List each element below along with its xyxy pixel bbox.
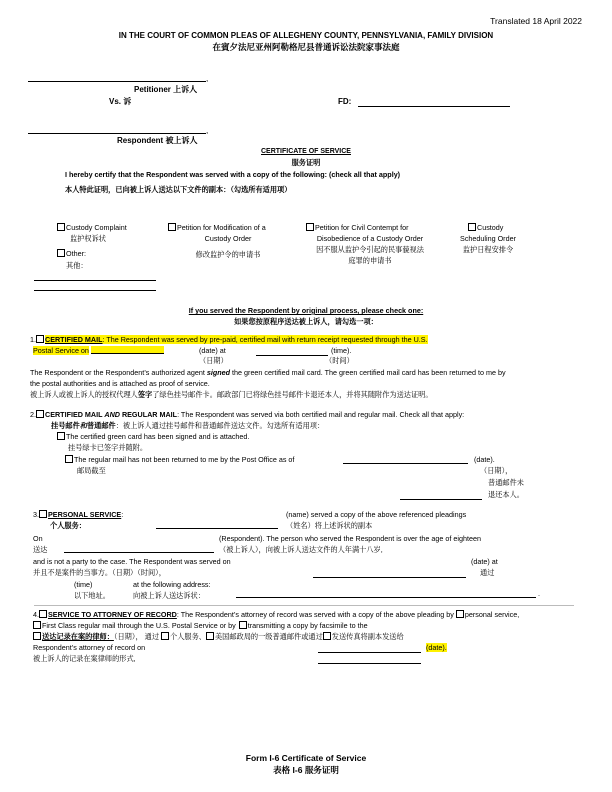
section-1-zh-signed: 签字: [137, 390, 153, 399]
zh-mail-checkbox[interactable]: [206, 632, 214, 640]
attorney-extra-field[interactable]: [318, 663, 421, 664]
section-1-line-zh: [30, 390, 433, 399]
section-1-number: 1.: [30, 335, 36, 344]
section-1-line-2: [33, 346, 164, 355]
section-4-label-zh: 送达记录在案的律师：: [42, 632, 114, 641]
section-2-zh-and: 和: [79, 421, 87, 430]
personal-service-zh: 个人服务：: [50, 521, 86, 530]
modification-option[interactable]: [168, 223, 266, 232]
regular-mail-extra-field[interactable]: [400, 499, 482, 500]
section-2-label-b: REGULAR MAIL: [119, 410, 178, 419]
form-footer-zh: 表格 I-6 服务证明: [273, 765, 339, 775]
contempt-zh-2: 庭罪的申请书: [348, 256, 392, 265]
certify-text-zh: 本人特此证明，已向被上诉人送达以下文件的副本：（勾选所有适用项）: [65, 185, 292, 194]
personal-service-label: PERSONAL SERVICE: [48, 510, 122, 519]
other-zh: 其他：: [66, 261, 88, 270]
section-1-date-zh: （日期）: [199, 356, 228, 365]
other-checkbox[interactable]: [57, 249, 65, 257]
first-class-checkbox[interactable]: [33, 621, 41, 629]
custody-complaint-label: Custody Complaint: [66, 223, 127, 232]
court-title-zh: 在賓夕法尼亚州阿勒格尼县普通诉讼法院家事法庭: [212, 42, 400, 52]
vs-label: Vs. 诉: [109, 97, 132, 106]
original-process-en: If you served the Respondent by original process, please check one:: [188, 306, 424, 315]
section-4-attorney-zh: 被上诉人的记录在案律师的形式,: [33, 654, 136, 663]
fd-label: FD:: [338, 97, 352, 106]
section-3-name-text: (name) served a copy of the above referenced pleadings: [286, 510, 467, 519]
regular-mail-label: The regular mail has not been returned to me by the Post Office as of: [74, 455, 295, 464]
petitioner-label: Petitioner 上诉人: [134, 85, 198, 94]
regular-mail-date-zh: （日期），: [480, 466, 513, 475]
section-4-date: (date).: [426, 643, 447, 652]
section-3-resp-text: (Respondent). The person who served the Respondent is over the age of eighteen: [219, 534, 481, 543]
certificate-title-zh: 服务证明: [291, 158, 321, 167]
section-3-on-zh: 送达: [33, 545, 48, 554]
not-returned-zh-2: 退还本人。: [488, 490, 524, 499]
attorney-date-field[interactable]: [318, 652, 421, 653]
section-4-line-2: [33, 621, 368, 630]
respondent-line[interactable]: [28, 133, 206, 134]
section-4-text-1: : The Respondent’s attorney of record was served with a copy of the above pleading by: [176, 610, 454, 619]
contempt-option[interactable]: [306, 223, 408, 232]
scheduling-zh: 监护日程安排令: [462, 245, 514, 254]
translated-date: Translated 18 April 2022: [490, 16, 582, 26]
section-3-time: (time): [74, 580, 93, 589]
other-field-1[interactable]: [34, 280, 156, 281]
section-3-via-zh: 通过: [480, 568, 495, 577]
contempt-label-2: Disobedience of a Custody Order: [316, 234, 424, 243]
section-1-line-3: [30, 368, 506, 377]
regular-mail-date-field[interactable]: [343, 463, 468, 464]
certificate-title-en: CERTIFICATE OF SERVICE: [261, 148, 351, 155]
section-3-party-zh: 并且不是案件的当事方。（日期）（时间），: [33, 568, 166, 577]
personal-service-method-checkbox[interactable]: [456, 610, 464, 618]
section-1-time: (time).: [331, 346, 352, 355]
regular-mail-date: (date).: [474, 455, 495, 464]
section-2-zh-text: ：被上诉人通过挂号邮件和普通邮件送达文件。勾选所有适用项：: [115, 421, 325, 430]
section-2-number: 2.: [30, 410, 36, 419]
section-1-time-zh: （时间）: [325, 356, 354, 365]
attorney-service-label: SERVICE TO ATTORNEY OF RECORD: [48, 610, 177, 619]
not-returned-zh-1: 普通邮件未: [488, 478, 524, 487]
section-1-text-1: : The Respondent was served by pre-paid, certified mail with return receipt requested through the U.S.: [102, 335, 428, 344]
section-4-zh-mail: 美国邮政局的一级普通邮件或通过: [214, 632, 323, 641]
personal-service-colon: :: [121, 510, 124, 519]
scheduling-label-2: Scheduling Order: [460, 234, 516, 243]
section-3-date-at: (date) at: [471, 557, 498, 566]
certified-mail-checkbox[interactable]: [36, 335, 44, 343]
custody-complaint-zh: 监护权诉状: [70, 234, 106, 243]
section-3-party-en: and is not a party to the case. The Respondent was served on: [33, 557, 231, 566]
section-1-signed: signed: [206, 368, 231, 377]
contempt-label-1: Petition for Civil Contempt for: [315, 223, 409, 232]
attorney-service-zh-checkbox[interactable]: [33, 632, 41, 640]
section-1-line-1: [30, 335, 428, 344]
contempt-zh-1: 因不服从监护令引起的民事藐视法: [316, 245, 424, 254]
section-3-line-1: [33, 510, 123, 519]
section-4-personal: personal service,: [464, 610, 520, 619]
section-2-text: : The Respondent was served via both certified mail and regular mail. Check all that apply:: [177, 410, 465, 419]
other-label: Other:: [66, 249, 86, 258]
section-3-number: 3.: [33, 510, 39, 519]
form-footer-en: Form I-6 Certificate of Service: [245, 753, 367, 763]
section-3-time-zh: 以下地址。: [74, 591, 110, 600]
regular-mail-checkbox[interactable]: [65, 455, 73, 463]
modification-zh: 修改监护令的申请书: [195, 250, 261, 259]
green-card-label: The certified green card has been signed and is attached.: [66, 432, 250, 441]
custody-complaint-checkbox[interactable]: [57, 223, 65, 231]
section-1-line-4: the postal authorities and is attached as proof of service.: [30, 379, 210, 388]
section-3-resp-zh: （被上诉人），向被上诉人送达文件的人年满十八岁,: [219, 545, 383, 554]
green-card-zh: 挂号绿卡已签字并随附。: [68, 443, 148, 452]
section-2-zh-label-b: 普通邮件: [86, 421, 116, 430]
attorney-service-checkbox[interactable]: [39, 610, 47, 618]
petitioner-line[interactable]: [28, 81, 206, 82]
section-4-line-1: [33, 610, 519, 619]
zh-fax-checkbox[interactable]: [323, 632, 331, 640]
section-3-period: .: [538, 589, 540, 598]
green-card-option[interactable]: [57, 432, 249, 441]
section-4-facsimile: transmitting a copy by facsimile to the: [247, 621, 368, 630]
section-4-attorney-en: Respondent’s attorney of record on: [33, 643, 146, 652]
section-1-time-field[interactable]: [256, 355, 328, 356]
green-card-checkbox[interactable]: [57, 432, 65, 440]
scheduling-option[interactable]: [468, 223, 503, 232]
fd-number-field[interactable]: [358, 106, 510, 107]
other-field-2[interactable]: [34, 290, 156, 291]
section-4-zh-text-1: （日期）， 通过: [113, 632, 160, 641]
section-4-number: 4.: [33, 610, 39, 619]
section-3-address-zh: 向被上诉人送达诉状：: [133, 591, 205, 600]
scheduling-label-1: Custody: [477, 223, 504, 232]
regular-mail-zh: 邮局截至: [77, 466, 106, 475]
server-name-field[interactable]: [156, 528, 278, 529]
section-1-zh-2: 了绿色挂号邮件卡。邮政部门已将绿色挂号邮件卡退还本人，并将其随附作为送达证明。: [152, 390, 433, 399]
petitioner-comma: ,: [206, 74, 209, 83]
respondent-label: Respondent 被上诉人: [117, 136, 198, 145]
original-process-zh: 如果您按原程序送达被上诉人，请勾选一项：: [234, 317, 378, 326]
section-4-zh-fax: 发送传真将副本发送给: [331, 632, 404, 641]
section-1-text-3b: the green certified mail card. The green certified mail card has been returned to me by: [230, 368, 506, 377]
section-2-zh-label-a: 挂号邮件: [51, 421, 80, 430]
section-4-first-class: First Class regular mail through the U.S. Postal Service or by: [42, 621, 236, 630]
contempt-checkbox[interactable]: [306, 223, 314, 231]
section-1-zh-1: 被上诉人或被上诉人的授权代理人: [30, 390, 138, 399]
scheduling-checkbox[interactable]: [468, 223, 476, 231]
court-title-en: IN THE COURT OF COMMON PLEAS OF ALLEGHENY COUNTY, PENNSYLVANIA, FAMILY DIVISION: [118, 31, 494, 40]
section-2-label-and: AND: [104, 410, 120, 419]
personal-service-checkbox[interactable]: [39, 510, 47, 518]
modification-checkbox[interactable]: [168, 223, 176, 231]
section-1-text-2: Postal Service on: [33, 346, 89, 355]
section-1-text-3a: The Respondent or the Respondent’s authorized agent: [30, 368, 207, 377]
respondent-name-field[interactable]: [64, 552, 214, 553]
regular-mail-option[interactable]: [65, 455, 294, 464]
section-3-address: at the following address:: [133, 580, 211, 589]
certify-text-en: I hereby certify that the Respondent was served with a copy of the following: (check all that apply): [65, 170, 401, 179]
zh-personal-checkbox[interactable]: [161, 632, 169, 640]
section-3-on: On: [33, 534, 43, 543]
certified-regular-mail-checkbox[interactable]: [36, 410, 44, 418]
section-1-date-field[interactable]: [91, 346, 164, 354]
modification-label-1: Petition for Modification of a: [177, 223, 266, 232]
served-date-field[interactable]: [313, 577, 466, 578]
respondent-comma: ,: [206, 126, 209, 135]
section-1-date-at: (date) at: [199, 346, 226, 355]
other-option[interactable]: [57, 249, 86, 258]
certified-mail-label: CERTIFIED MAIL: [45, 335, 103, 344]
service-address-field[interactable]: [236, 597, 536, 598]
custody-complaint-option[interactable]: [57, 223, 127, 232]
section-3-name-zh: （姓名）将上述诉状的副本: [286, 521, 373, 530]
section-2-label-a: CERTIFIED MAIL: [45, 410, 105, 419]
section-4-zh-personal: 个人服务、: [170, 632, 206, 641]
section-3-time-field[interactable]: [34, 605, 574, 606]
facsimile-checkbox[interactable]: [239, 621, 247, 629]
modification-label-2: Custody Order: [204, 234, 252, 243]
section-2-line-zh: [51, 421, 324, 430]
section-4-line-zh: [33, 632, 404, 641]
section-2-line-1: [30, 410, 464, 419]
